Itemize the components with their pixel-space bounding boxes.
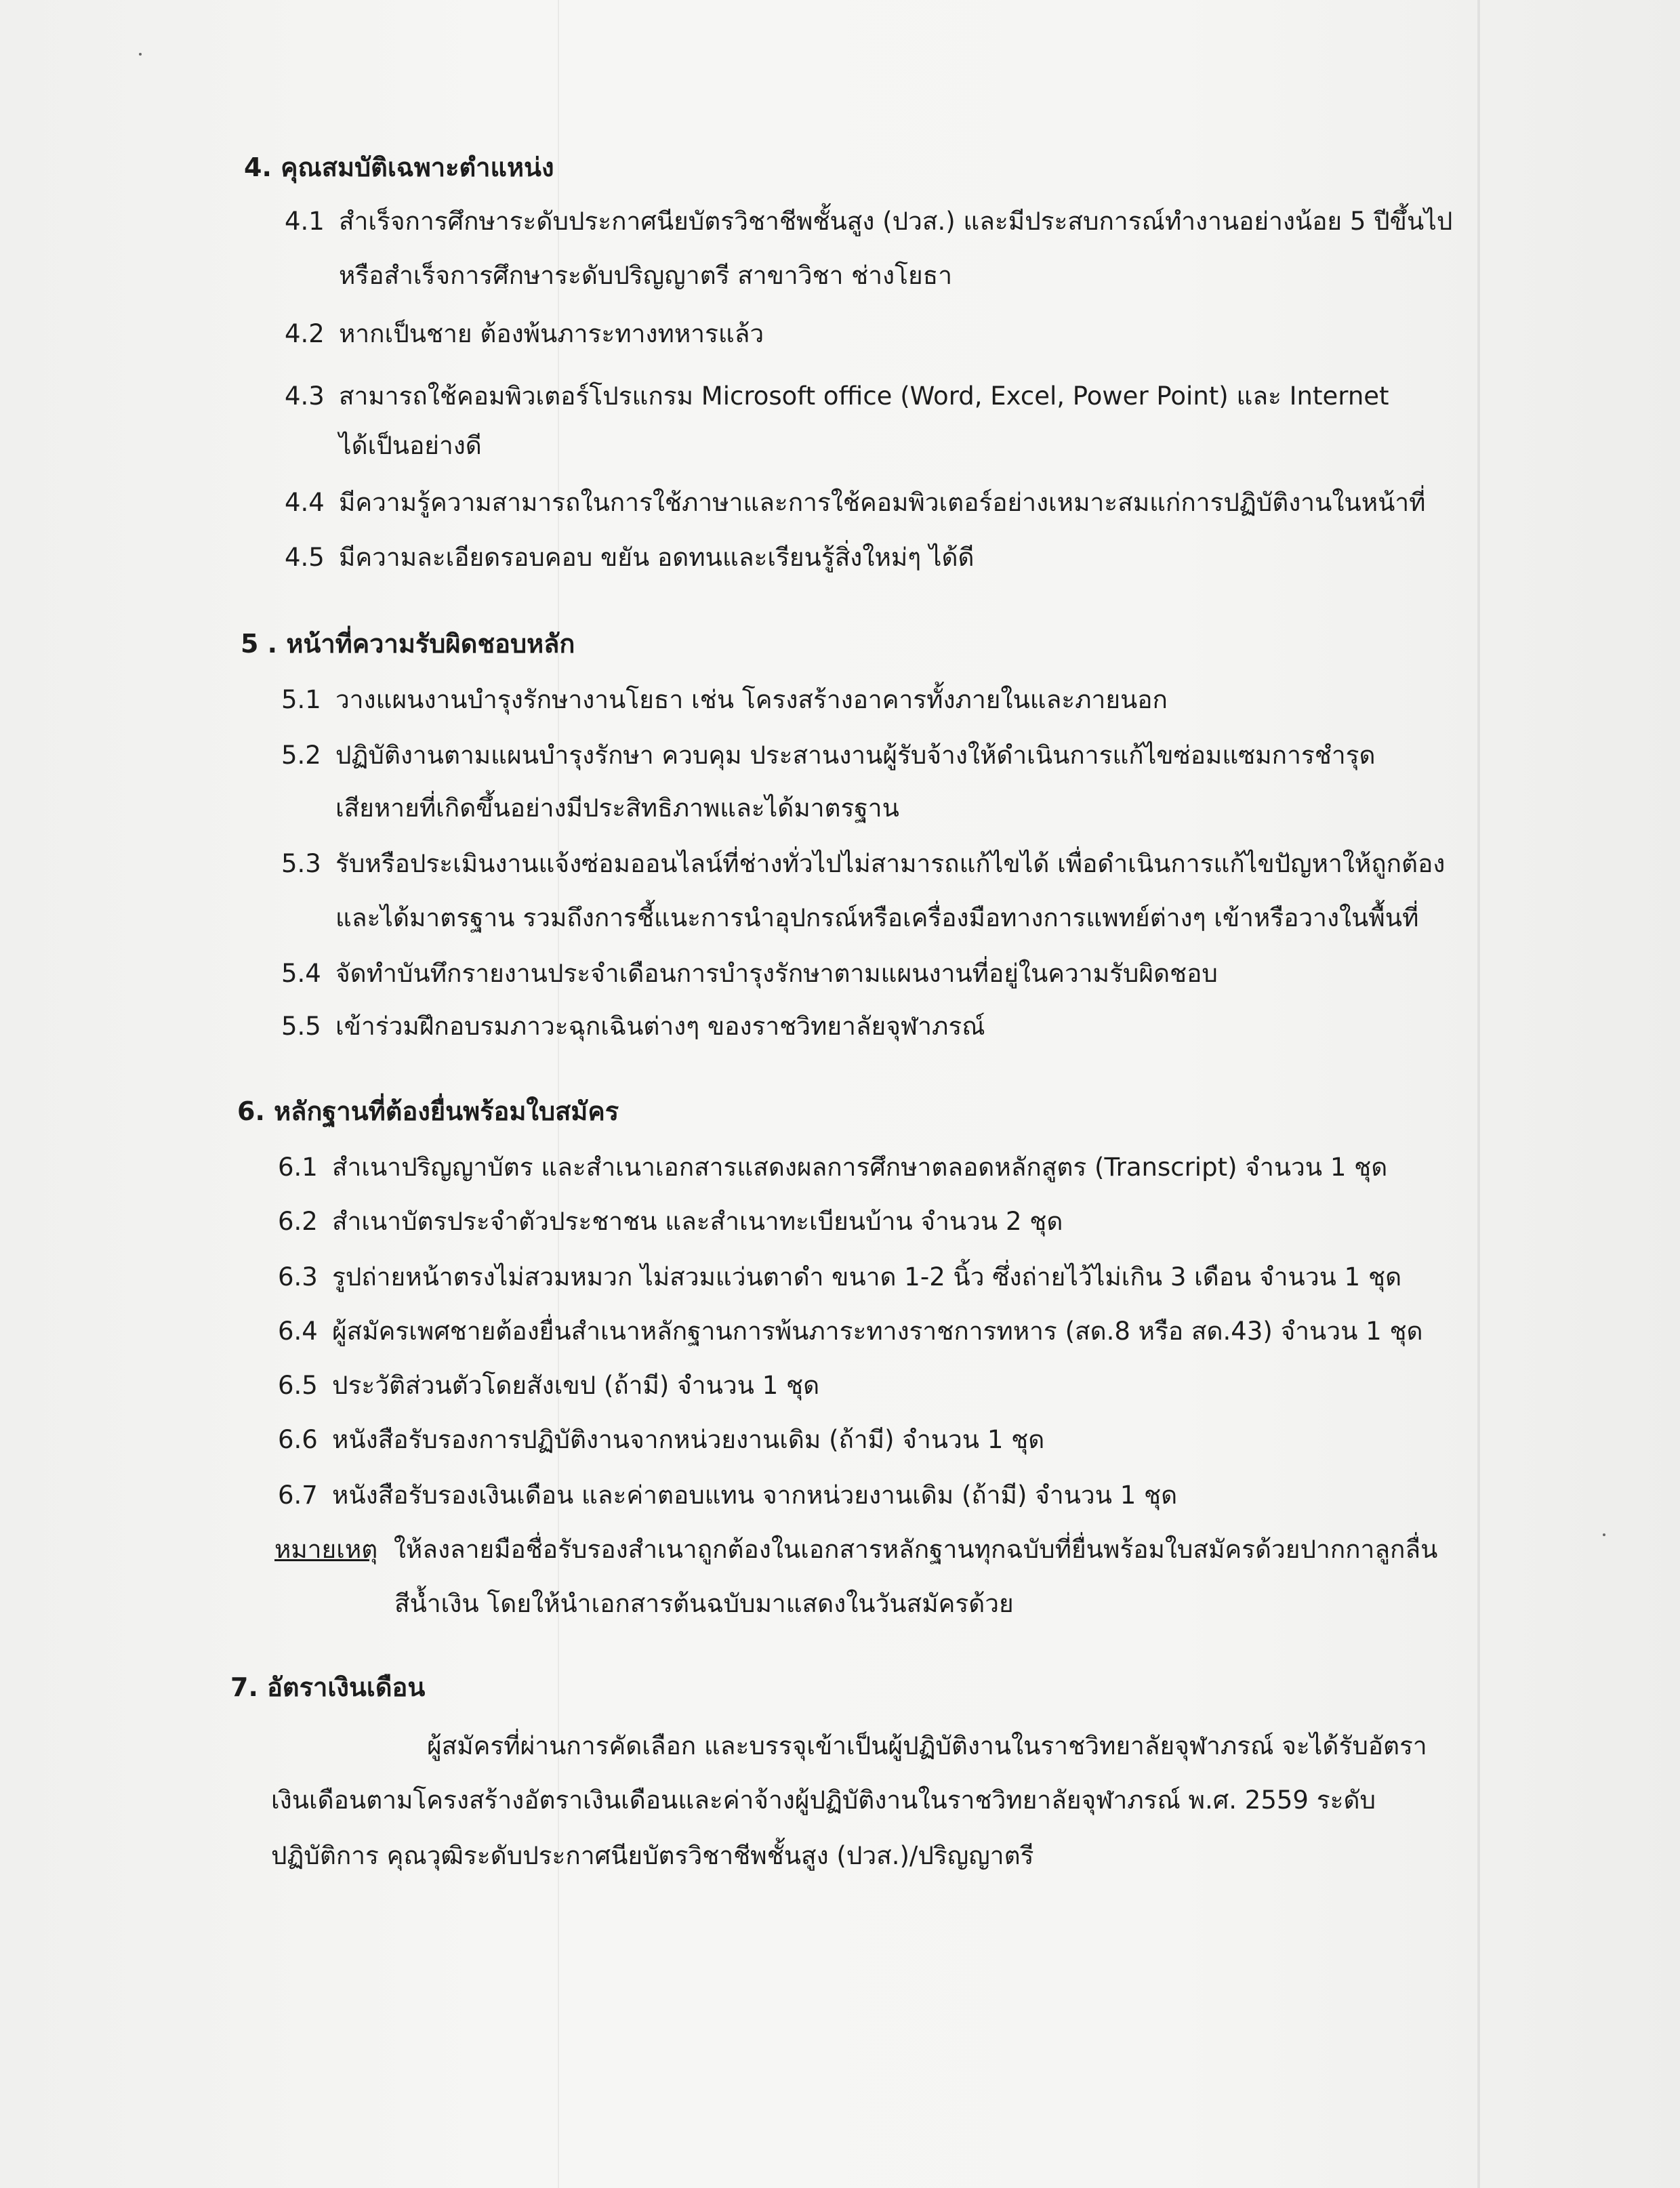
item-number: 6.7 bbox=[278, 1481, 318, 1510]
item-5-3 bbox=[281, 847, 1445, 881]
item-text: สำเร็จการศึกษาระดับประกาศนียบัตรวิชาชีพชั้นสูง (ปวส.) และมีประสบการณ์ทำงานอย่างน้อย 5 ปีขึ้นไป bbox=[339, 207, 1453, 236]
item-5-3-continuation: และได้มาตรฐาน รวมถึงการชี้แนะการนำอุปกรณ์หรือเครื่องมือทางการแพทย์ต่างๆ เข้าหรือวางในพื้นที่ bbox=[335, 903, 1419, 932]
item-number: 4.2 bbox=[285, 319, 325, 348]
section-7-heading: 7. อัตราเงินเดือน bbox=[230, 1672, 426, 1702]
item-text: หากเป็นชาย ต้องพ้นภาระทางทหารแล้ว bbox=[339, 319, 764, 348]
item-text: จัดทำบันทึกรายงานประจำเดือนการบำรุงรักษาตามแผนงานที่อยู่ในความรับผิดชอบ bbox=[335, 959, 1218, 988]
item-5-1 bbox=[281, 683, 1168, 717]
item-number: 6.1 bbox=[278, 1153, 318, 1182]
item-number: 4.4 bbox=[285, 488, 325, 517]
scan-speck bbox=[139, 53, 142, 56]
item-4-2 bbox=[285, 317, 764, 351]
section-5-heading: 5 . หน้าที่ความรับผิดชอบหลัก bbox=[241, 629, 575, 659]
item-5-5 bbox=[281, 1010, 985, 1044]
item-text: หนังสือรับรองการปฏิบัติงานจากหน่วยงานเดิม (ถ้ามี) จำนวน 1 ชุด bbox=[332, 1425, 1045, 1454]
item-text: สำเนาบัตรประจำตัวประชาชน และสำเนาทะเบียนบ้าน จำนวน 2 ชุด bbox=[332, 1207, 1063, 1236]
item-6-5 bbox=[278, 1369, 819, 1403]
salary-paragraph-line-3: ปฏิบัติการ คุณวุฒิระดับประกาศนียบัตรวิชาชีพชั้นสูง (ปวส.)/ปริญญาตรี bbox=[271, 1841, 1034, 1870]
item-number: 5.4 bbox=[281, 959, 321, 988]
scan-speck bbox=[1603, 1533, 1605, 1536]
item-text: มีความรู้ความสามารถในการใช้ภาษาและการใช้คอมพิวเตอร์อย่างเหมาะสมแก่การปฏิบัติงานในหน้าที่ bbox=[339, 488, 1426, 517]
item-text: รูปถ่ายหน้าตรงไม่สวมหมวก ไม่สวมแว่นตาดำ ขนาด 1-2 นิ้ว ซึ่งถ่ายไว้ไม่เกิน 3 เดือน จำนวน 1 ชุด bbox=[332, 1262, 1402, 1292]
item-text: หนังสือรับรองเงินเดือน และค่าตอบแทน จากหน่วยงานเดิม (ถ้ามี) จำนวน 1 ชุด bbox=[332, 1481, 1178, 1510]
item-6-4 bbox=[278, 1315, 1423, 1348]
item-4-3 bbox=[285, 379, 1389, 413]
item-number: 5.2 bbox=[281, 741, 321, 770]
item-number: 6.4 bbox=[278, 1317, 318, 1346]
item-text: ประวัติส่วนตัวโดยสังเขป (ถ้ามี) จำนวน 1 ชุด bbox=[332, 1371, 820, 1400]
note bbox=[274, 1533, 1437, 1567]
item-5-2-continuation: เสียหายที่เกิดขึ้นอย่างมีประสิทธิภาพและได้มาตรฐาน bbox=[335, 793, 899, 823]
item-6-2 bbox=[278, 1205, 1063, 1239]
item-4-1 bbox=[285, 205, 1452, 239]
item-4-3-continuation: ได้เป็นอย่างดี bbox=[339, 431, 482, 460]
item-number: 6.2 bbox=[278, 1207, 318, 1236]
note-text: ให้ลงลายมือชื่อรับรองสำเนาถูกต้องในเอกสารหลักฐานทุกฉบับที่ยื่นพร้อมใบสมัครด้วยปากกาลูกลื่น bbox=[393, 1535, 1438, 1564]
item-text: ผู้สมัครเพศชายต้องยื่นสำเนาหลักฐานการพ้นภาระทางราชการทหาร (สด.8 หรือ สด.43) จำนวน 1 ชุด bbox=[332, 1317, 1423, 1346]
item-number: 5.3 bbox=[281, 849, 321, 878]
item-text: รับหรือประเมินงานแจ้งซ่อมออนไลน์ที่ช่างทั่วไปไม่สามารถแก้ไขได้ เพื่อดำเนินการแก้ไขปัญหาให้ถูกต้อง bbox=[335, 849, 1446, 878]
item-number: 6.6 bbox=[278, 1425, 318, 1454]
item-4-4 bbox=[285, 486, 1426, 520]
item-number: 4.5 bbox=[285, 543, 325, 572]
item-6-3 bbox=[278, 1260, 1401, 1294]
item-6-7 bbox=[278, 1479, 1177, 1512]
section-4-heading: 4. คุณสมบัติเฉพาะตำแหน่ง bbox=[244, 152, 554, 182]
item-5-4 bbox=[281, 957, 1218, 991]
item-5-2 bbox=[281, 739, 1376, 772]
item-text: ปฏิบัติงานตามแผนบำรุงรักษา ควบคุม ประสานงานผู้รับจ้างให้ดำเนินการแก้ไขซ่อมแซมการชำรุด bbox=[335, 741, 1376, 770]
item-text: มีความละเอียดรอบคอบ ขยัน อดทนและเรียนรู้สิ่งใหม่ๆ ได้ดี bbox=[339, 543, 975, 572]
item-number: 4.1 bbox=[285, 207, 325, 236]
item-6-1 bbox=[278, 1151, 1387, 1184]
item-number: 6.3 bbox=[278, 1262, 318, 1292]
item-text: สำเนาปริญญาบัตร และสำเนาเอกสารแสดงผลการศึกษาตลอดหลักสูตร (Transcript) จำนวน 1 ชุด bbox=[332, 1153, 1388, 1182]
salary-paragraph-line-1: ผู้สมัครที่ผ่านการคัดเลือก และบรรจุเข้าเป็นผู้ปฏิบัติงานในราชวิทยาลัยจุฬาภรณ์ จะได้รับอัตรา bbox=[427, 1731, 1427, 1760]
item-4-5 bbox=[285, 541, 975, 575]
section-6-heading: 6. หลักฐานที่ต้องยื่นพร้อมใบสมัคร bbox=[237, 1096, 619, 1126]
item-number: 6.5 bbox=[278, 1371, 318, 1400]
item-text: เข้าร่วมฝึกอบรมภาวะฉุกเฉินต่างๆ ของราชวิทยาลัยจุฬาภรณ์ bbox=[335, 1012, 985, 1041]
item-6-6 bbox=[278, 1423, 1044, 1457]
item-number: 5.1 bbox=[281, 685, 321, 714]
salary-paragraph-line-2: เงินเดือนตามโครงสร้างอัตราเงินเดือนและค่าจ้างผู้ปฏิบัติงานในราชวิทยาลัยจุฬาภรณ์ พ.ศ. 2559 ระดับ bbox=[271, 1786, 1376, 1815]
note-label: หมายเหตุ bbox=[274, 1535, 378, 1564]
note-continuation: สีน้ำเงิน โดยให้นำเอกสารต้นฉบับมาแสดงในวันสมัครด้วย bbox=[394, 1589, 1014, 1618]
item-4-1-continuation: หรือสำเร็จการศึกษาระดับปริญญาตรี สาขาวิชา ช่างโยธา bbox=[339, 261, 952, 290]
item-number: 5.5 bbox=[281, 1012, 321, 1041]
item-number: 4.3 bbox=[285, 381, 325, 411]
item-text: วางแผนงานบำรุงรักษางานโยธา เช่น โครงสร้างอาคารทั้งภายในและภายนอก bbox=[335, 685, 1168, 714]
scan-edge-line bbox=[1477, 0, 1480, 2188]
item-text: สามารถใช้คอมพิวเตอร์โปรแกรม Microsoft office (Word, Excel, Power Point) และ Internet bbox=[339, 381, 1389, 411]
